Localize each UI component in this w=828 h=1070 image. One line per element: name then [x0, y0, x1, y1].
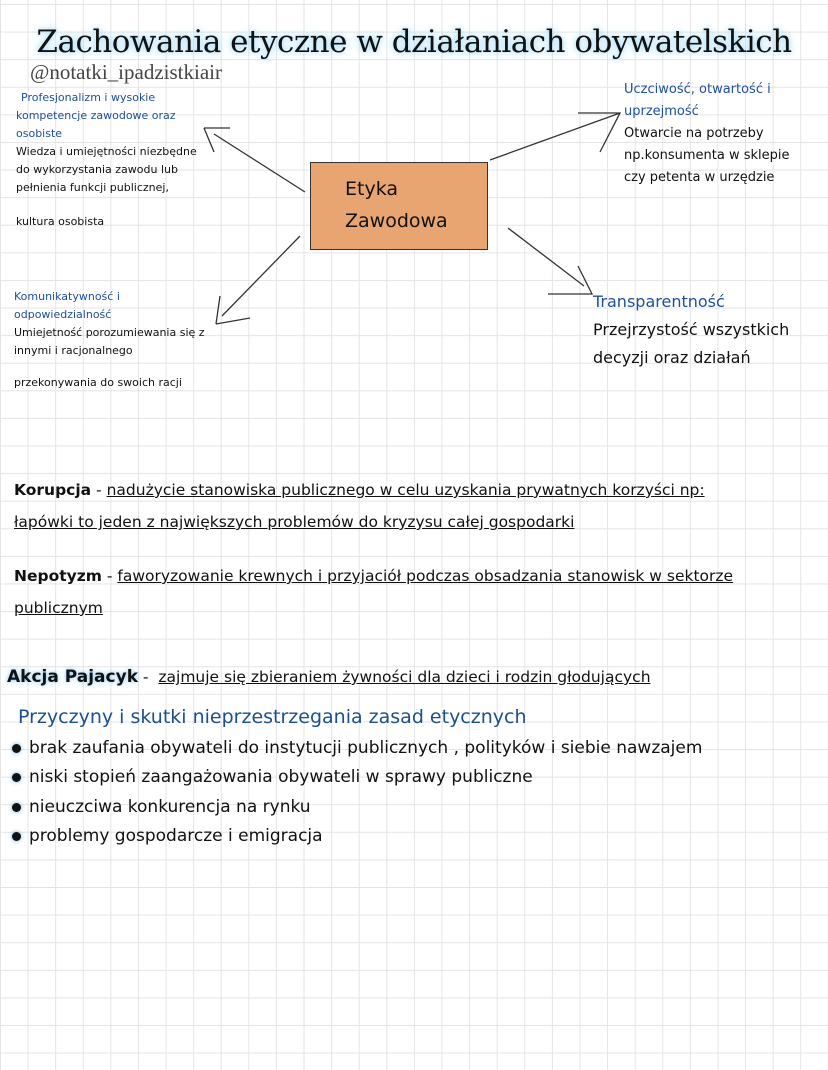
definition-term: Akcja Pajacyk	[7, 667, 138, 687]
node-heading: odpowiedzialność	[14, 308, 112, 321]
list-item	[12, 738, 702, 758]
node-body: Otwarcie na potrzeby	[624, 126, 764, 141]
definition-korupcja	[14, 474, 705, 538]
arrow-top-left	[204, 128, 305, 192]
definition-text: publicznym	[14, 599, 103, 617]
list-item	[12, 797, 311, 817]
arrow-bottom-left	[216, 236, 300, 324]
separator: -	[138, 668, 159, 686]
arrow-top-right	[490, 113, 620, 160]
node-body: czy petenta w urzędzie	[624, 170, 775, 185]
definition-text: łapówki to jeden z największych problemów do kryzysu całej gospodarki	[14, 513, 575, 531]
node-body: przekonywania do swoich racji	[14, 376, 182, 389]
node-honesty	[624, 79, 790, 189]
definition-akcja-pajacyk	[7, 649, 651, 687]
bullet-icon	[12, 744, 21, 753]
list-item	[12, 767, 533, 787]
section-heading: Przyczyny i skutki nieprzestrzegania zasad etycznych	[18, 706, 527, 728]
central-topic-line1: Etyka	[345, 178, 399, 200]
list-item-text: niski stopień zaangażowania obywateli w sprawy publiczne	[29, 767, 533, 787]
bullet-icon	[12, 803, 21, 812]
page-title: Zachowania etyczne w działaniach obywatelskich	[36, 24, 792, 60]
node-body: innymi i racjonalnego	[14, 344, 133, 357]
node-body: Umiejetność porozumiewania się z	[14, 326, 205, 339]
node-body: kultura osobista	[16, 215, 105, 228]
author-handle: @notatki_ipadzistkiair	[30, 60, 222, 84]
node-body: Przejrzystość wszystkich	[593, 320, 790, 339]
node-body: Wiedza i umiejętności niezbędne	[16, 145, 197, 158]
definition-text: nadużycie stanowiska publicznego w celu uzyskania prywatnych korzyści np:	[106, 481, 705, 499]
list-item-text: brak zaufania obywateli do instytucji publicznych , polityków i siebie nawzajem	[29, 738, 703, 758]
node-body: decyzji oraz działań	[593, 348, 751, 367]
node-heading: uprzejmość	[624, 104, 699, 119]
node-heading: Uczciwość, otwartość i	[624, 82, 771, 97]
node-heading: Transparentność	[593, 292, 725, 311]
node-transparency	[593, 288, 789, 372]
definition-text: faworyzowanie krewnych i przyjaciół podczas obsadzania stanowisk w sektorze	[117, 567, 734, 585]
node-body: do wykorzystania zawodu lub	[16, 163, 178, 176]
arrow-bottom-right	[508, 228, 592, 294]
node-professionalism	[16, 89, 197, 231]
central-topic-line2: Zawodowa	[345, 210, 448, 232]
node-heading: Profesjonalizm i wysokie	[21, 91, 156, 104]
separator: -	[101, 567, 118, 585]
node-communication	[14, 288, 205, 392]
node-body: pełnienia funkcji publicznej,	[16, 181, 169, 194]
node-body: np.konsumenta w sklepie	[624, 148, 790, 163]
definition-nepotyzm	[14, 560, 733, 624]
node-heading: osobiste	[16, 127, 63, 140]
central-topic-box	[310, 162, 488, 250]
bullet-icon	[12, 832, 21, 841]
bullet-icon	[12, 773, 21, 782]
definition-text: zajmuje się zbieraniem żywności dla dzieci i rodzin głodujących	[158, 668, 651, 686]
list-item-text: problemy gospodarcze i emigracja	[29, 826, 323, 846]
definition-term: Korupcja	[14, 481, 92, 499]
definition-term: Nepotyzm	[14, 567, 102, 585]
node-heading: kompetencje zawodowe oraz	[16, 109, 176, 122]
node-heading: Komunikatywność i	[14, 290, 120, 303]
list-item	[12, 826, 323, 846]
list-item-text: nieuczciwa konkurencja na rynku	[29, 797, 311, 817]
separator: -	[91, 481, 107, 499]
